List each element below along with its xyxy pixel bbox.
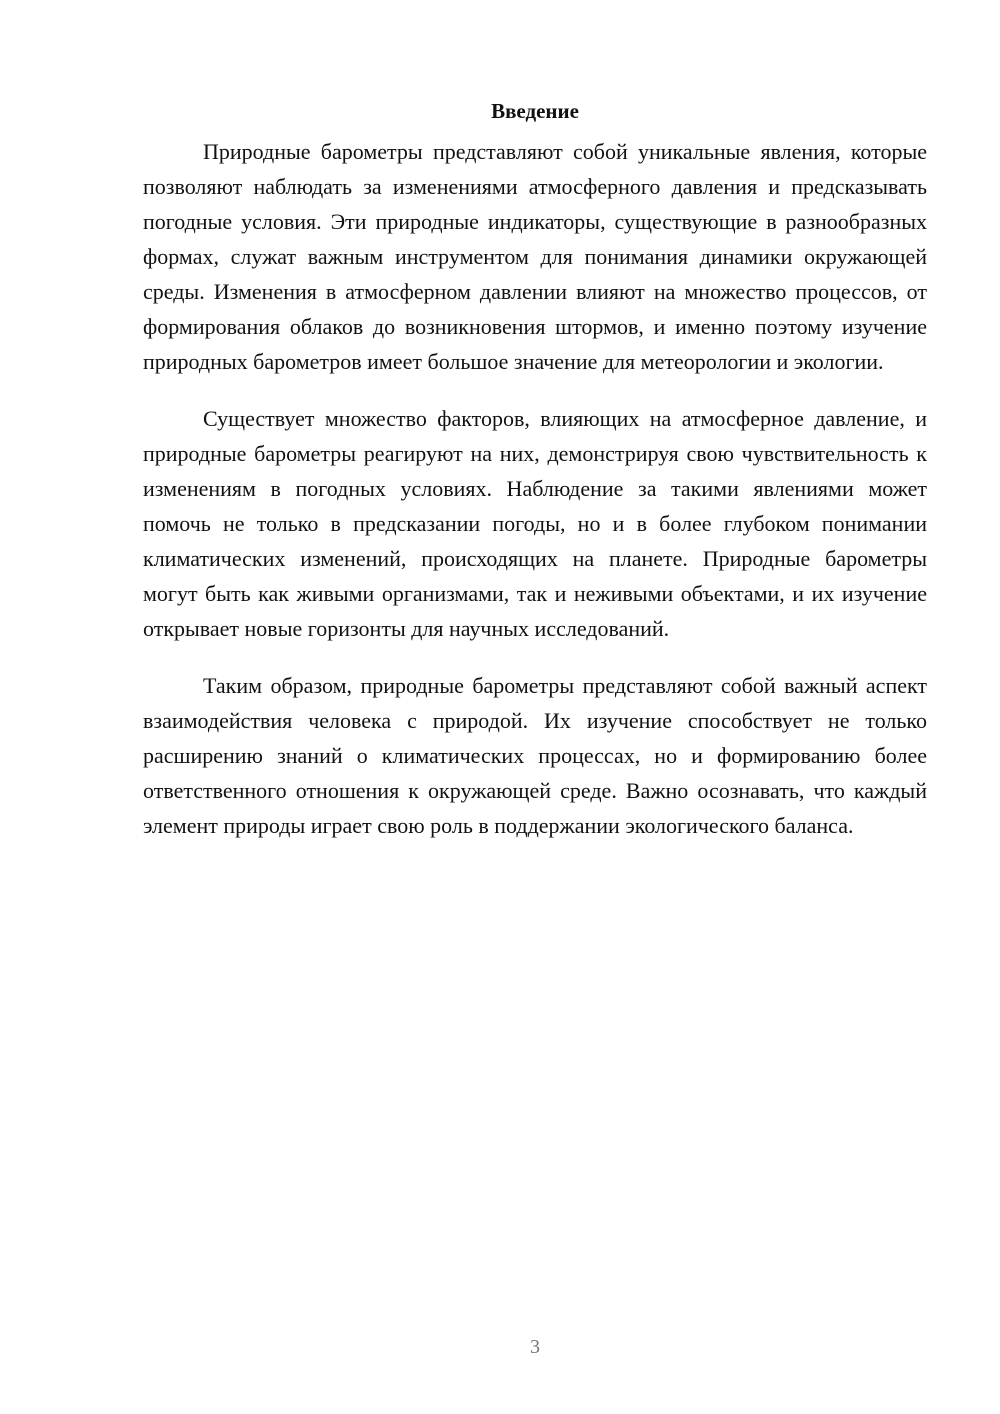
paragraph-3: Таким образом, природные барометры представляют собой важный аспект взаимодействия человека с природой. Их изучение способствует не только расширению знаний о климатических процессах, но и формированию более ответственного отношения к окружающей среде. Важно осознавать, что каждый элемент природы играет свою роль в поддержании экологического баланса. [143,673,927,838]
page-content [143,96,927,865]
page-number: 3 [530,1336,540,1358]
paragraph-1: Природные барометры представляют собой уникальные явления, которые позволяют наблюдать за изменениями атмосферного давления и предсказывать погодные условия. Эти природные индикаторы, существующие в разнообразных формах, служат важным инструментом для понимания динамики окружающей среды. Изменения в атмосферном давлении влияют на множество процессов, от формирования облаков до возникновения штормов, и именно поэтому изучение природных барометров имеет большое значение для метеорологии и экологии. [143,139,927,374]
paragraph-2: Существует множество факторов, влияющих на атмосферное давление, и природные барометры реагируют на них, демонстрируя свою чувствительность к изменениям в погодных условиях. Наблюдение за такими явлениями может помочь не только в предсказании погоды, но и в более глубоком понимании климатических изменений, происходящих на планете. Природные барометры могут быть как живыми организмами, так и неживыми объектами, и их изучение открывает новые горизонты для научных исследований. [143,406,927,641]
section-heading: Введение [491,99,579,123]
